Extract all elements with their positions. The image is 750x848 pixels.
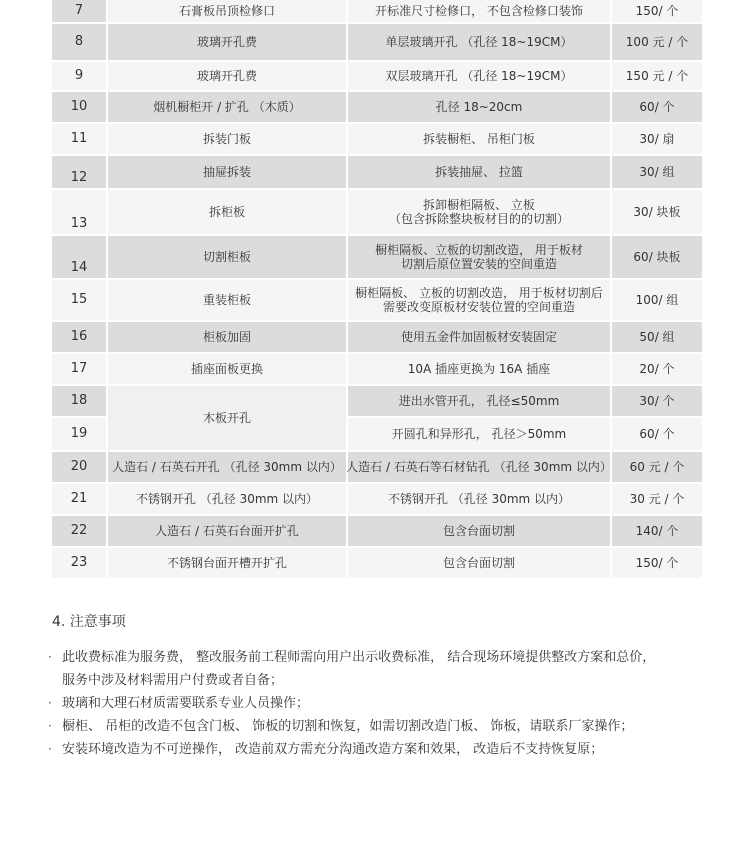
description-line: 切割后原位置安装的空间重造 bbox=[400, 257, 557, 271]
row-number: 9 bbox=[52, 62, 106, 90]
item-price: 30/ 个 bbox=[612, 386, 702, 416]
item-name: 重装柜板 bbox=[108, 280, 346, 320]
item-name: 柜板加固 bbox=[108, 322, 346, 352]
note-text: 安装环境改造为不可逆操作， 改造前双方需充分沟通改造方案和效果， 改造后不支持恢复原； bbox=[62, 742, 604, 757]
description-line: 拆卸橱柜隔板、 立板 bbox=[423, 198, 535, 212]
item-name: 石膏板吊顶检修口 bbox=[108, 0, 346, 22]
row-number: 14 bbox=[52, 236, 106, 278]
item-description: 不锈钢开孔 （孔径 30mm 以内） bbox=[348, 484, 610, 514]
item-description bbox=[348, 280, 610, 320]
item-name: 人造石 / 石英石台面开扩孔 bbox=[108, 516, 346, 546]
note-text: 玻璃和大理石材质需要联系专业人员操作； bbox=[62, 696, 310, 711]
item-description: 使用五金件加固板材安装固定 bbox=[348, 322, 610, 352]
item-price: 30 元 / 个 bbox=[612, 484, 702, 514]
item-description: 拆装橱柜、 吊柜门板 bbox=[348, 124, 610, 154]
note-item bbox=[48, 715, 742, 738]
row-number: 22 bbox=[52, 516, 106, 546]
note-item-continuation bbox=[52, 669, 742, 692]
note-text: 橱柜、 吊柜的改造不包含门板、 饰板的切割和恢复，如需切割改造门板、 饰板，请联系厂家操作； bbox=[62, 719, 634, 734]
item-price: 140/ 个 bbox=[612, 516, 702, 546]
item-description: 包含台面切割 bbox=[348, 516, 610, 546]
item-price: 150/ 个 bbox=[612, 548, 702, 578]
bullet-icon: · bbox=[48, 696, 52, 710]
description-line: 需要改变原板材安装位置的空间重造 bbox=[382, 300, 575, 314]
service-fee-table bbox=[52, 0, 702, 578]
description-line: 橱柜隔板、立板的切割改造， 用于板材 bbox=[375, 243, 583, 257]
description-line: 橱柜隔板、 立板的切割改造， 用于板材切割后 bbox=[355, 286, 603, 300]
item-name: 拆装门板 bbox=[108, 124, 346, 154]
item-price: 150 元 / 个 bbox=[612, 62, 702, 90]
item-description: 人造石 / 石英石等石材钻孔 （孔径 30mm 以内） bbox=[348, 452, 610, 482]
row-number: 16 bbox=[52, 322, 106, 352]
note-text: 此收费标准为服务费， 整改服务前工程师需向用户出示收费标准， 结合现场环境提供整改方案和总价， bbox=[62, 650, 656, 665]
item-price: 30/ 块板 bbox=[612, 190, 702, 234]
item-description: 包含台面切割 bbox=[348, 548, 610, 578]
item-name: 人造石 / 石英石开孔 （孔径 30mm 以内） bbox=[108, 452, 346, 482]
item-name: 烟机橱柜开 / 扩孔 （木质） bbox=[108, 92, 346, 122]
item-price: 30/ 组 bbox=[612, 156, 702, 188]
item-price: 60 元 / 个 bbox=[612, 452, 702, 482]
row-number: 15 bbox=[52, 280, 106, 320]
item-description bbox=[348, 190, 610, 234]
row-number: 19 bbox=[52, 418, 106, 450]
row-number: 7 bbox=[52, 0, 106, 22]
item-price: 20/ 个 bbox=[612, 354, 702, 384]
row-number: 18 bbox=[52, 386, 106, 416]
item-price: 60/ 块板 bbox=[612, 236, 702, 278]
row-number: 20 bbox=[52, 452, 106, 482]
row-number: 10 bbox=[52, 92, 106, 122]
item-name-merged: 木板开孔 bbox=[108, 386, 346, 450]
item-name: 不锈钢台面开槽开扩孔 bbox=[108, 548, 346, 578]
item-price: 30/ 扇 bbox=[612, 124, 702, 154]
item-name: 不锈钢开孔 （孔径 30mm 以内） bbox=[108, 484, 346, 514]
item-description: 10A 插座更换为 16A 插座 bbox=[348, 354, 610, 384]
row-number: 21 bbox=[52, 484, 106, 514]
item-name: 拆柜板 bbox=[108, 190, 346, 234]
note-item bbox=[48, 692, 742, 715]
item-name: 切割柜板 bbox=[108, 236, 346, 278]
item-price: 150/ 个 bbox=[612, 0, 702, 22]
bullet-icon: · bbox=[48, 719, 52, 733]
bullet-icon: · bbox=[48, 650, 52, 664]
item-description: 开圆孔和异形孔， 孔径＞50mm bbox=[348, 418, 610, 450]
row-number: 23 bbox=[52, 548, 106, 578]
item-price: 60/ 个 bbox=[612, 92, 702, 122]
notes-title: 4. 注意事项 bbox=[52, 614, 126, 630]
row-number: 8 bbox=[52, 24, 106, 60]
item-description: 进出水管开孔， 孔径≤50mm bbox=[348, 386, 610, 416]
note-item bbox=[48, 646, 742, 669]
item-name: 玻璃开孔费 bbox=[108, 24, 346, 60]
item-description bbox=[348, 236, 610, 278]
item-description: 拆装抽屉、 拉篮 bbox=[348, 156, 610, 188]
item-price: 100 元 / 个 bbox=[612, 24, 702, 60]
item-name: 玻璃开孔费 bbox=[108, 62, 346, 90]
row-number: 13 bbox=[52, 190, 106, 234]
item-description: 孔径 18~20cm bbox=[348, 92, 610, 122]
note-item bbox=[48, 738, 742, 761]
item-name: 插座面板更换 bbox=[108, 354, 346, 384]
item-price: 50/ 组 bbox=[612, 322, 702, 352]
description-line: （包含拆除整块板材目的的切割） bbox=[388, 212, 569, 226]
notes-section bbox=[48, 612, 742, 761]
item-price: 60/ 个 bbox=[612, 418, 702, 450]
bullet-icon: · bbox=[48, 742, 52, 756]
row-number: 12 bbox=[52, 156, 106, 188]
item-name: 抽屉拆装 bbox=[108, 156, 346, 188]
row-number: 11 bbox=[52, 124, 106, 154]
item-price: 100/ 组 bbox=[612, 280, 702, 320]
item-description: 双层玻璃开孔 （孔径 18~19CM） bbox=[348, 62, 610, 90]
item-description: 单层玻璃开孔 （孔径 18~19CM） bbox=[348, 24, 610, 60]
note-text: 服务中涉及材料需用户付费或者自备； bbox=[62, 673, 284, 688]
row-number: 17 bbox=[52, 354, 106, 384]
item-description: 开标准尺寸检修口， 不包含检修口装饰 bbox=[348, 0, 610, 22]
